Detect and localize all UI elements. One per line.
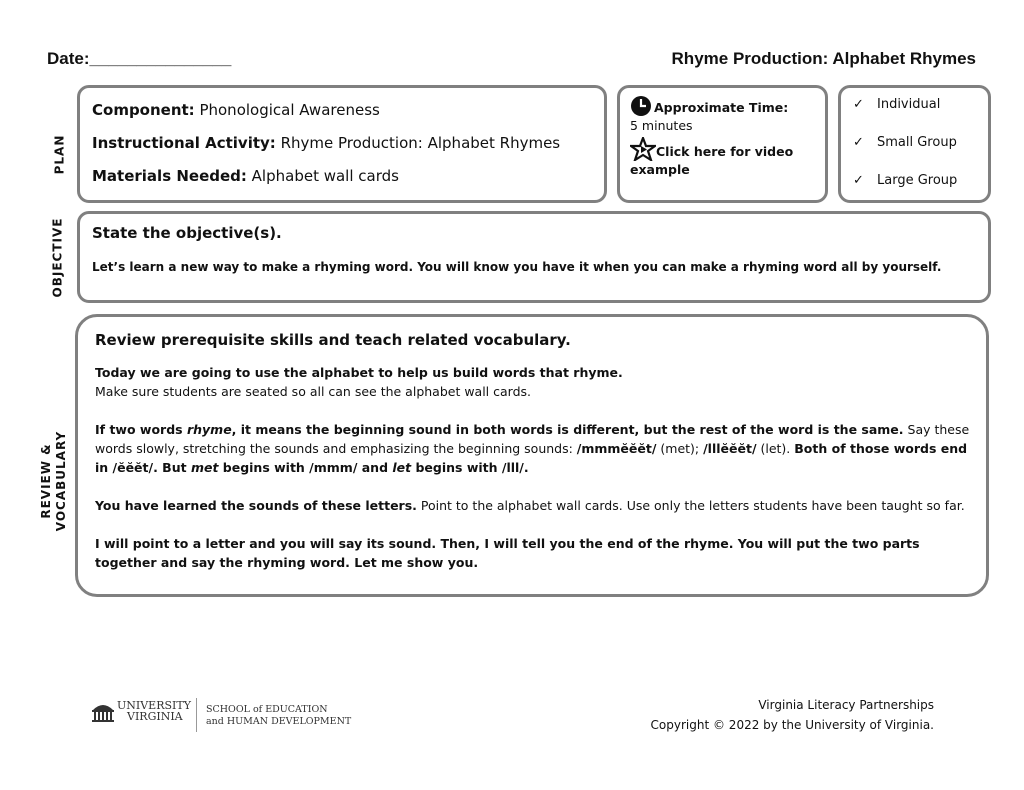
- review-p2: [95, 420, 973, 477]
- review-p3: [95, 496, 973, 515]
- review-p4: I will point to a letter and you will say its sound. Then, I will tell you the end of the rhyme. You will put the two parts together and say the rhyming word. Let me show you.: [95, 536, 920, 570]
- activity-line: [92, 127, 560, 160]
- time-box: [617, 85, 828, 203]
- p2-let-sound: /lllĕĕĕt/: [703, 441, 757, 456]
- objective-heading: State the objective(s).: [92, 224, 282, 242]
- school-line2: and HUMAN DEVELOPMENT: [206, 716, 352, 727]
- p2-h: (let).: [756, 441, 795, 456]
- uva-line2: VIRGINIA: [127, 710, 183, 723]
- p2-rhyme-term: rhyme: [186, 422, 232, 437]
- p3-text: Point to the alphabet wall cards. Use only the letters students have been taught so far.: [416, 498, 965, 513]
- footer-credit: [651, 695, 934, 735]
- logo-divider: [196, 698, 197, 732]
- component-label: Component:: [92, 101, 195, 119]
- grouping-item-individual: [853, 96, 957, 114]
- video-link-line2[interactable]: example: [630, 162, 690, 177]
- review-side-label: [39, 426, 71, 536]
- review-side-label-line1: REVIEW &: [39, 443, 53, 519]
- review-heading: Review prerequisite skills and teach related vocabulary.: [95, 331, 571, 349]
- activity-label: Instructional Activity:: [92, 134, 276, 152]
- p2-i: Both of those words end in /ĕĕĕt/. But: [95, 441, 968, 475]
- time-label: Approximate Time:: [654, 100, 789, 115]
- component-value: Phonological Awareness: [194, 101, 380, 119]
- grouping-item-label: Large Group: [877, 173, 958, 188]
- objective-side-label: OBJECTIVE: [50, 217, 65, 298]
- rotunda-icon: [91, 700, 115, 722]
- review-p1-bold: Today we are going to use the alphabet to help us build words that rhyme.: [95, 365, 623, 380]
- footer-partner: Virginia Literacy Partnerships: [758, 698, 934, 712]
- school-line1: SCHOOL of EDUCATION: [206, 704, 328, 715]
- review-p1-text: Make sure students are seated so all can see the alphabet wall cards.: [95, 384, 532, 399]
- uva-logo: [91, 700, 191, 722]
- p2-c: , it means the beginning sound in both words is different, but the rest of the word is the same.: [231, 422, 904, 437]
- star-play-icon: [630, 137, 656, 161]
- video-link[interactable]: [630, 137, 820, 161]
- p2-m: begins with /lll/.: [411, 460, 529, 475]
- plan-side-label: PLAN: [52, 134, 67, 175]
- component-line: [92, 94, 560, 127]
- check-icon: ✓: [853, 173, 864, 188]
- grouping-item-small-group: [853, 134, 957, 152]
- date-field-label: Date:_______________: [47, 49, 232, 68]
- school-logo: [206, 704, 351, 728]
- grouping-item-label: Small Group: [877, 135, 957, 150]
- footer-copyright: Copyright © 2022 by the University of Virginia.: [650, 718, 934, 732]
- check-icon: ✓: [853, 97, 864, 112]
- clock-icon: [630, 95, 652, 117]
- p2-met-sound: /mmmĕĕĕt/: [576, 441, 657, 456]
- materials-line: [92, 160, 560, 193]
- grouping-box: [838, 85, 991, 203]
- p2-d: Say these words slowly, stretching the sounds and emphasizing the beginning sounds:: [95, 422, 970, 456]
- materials-value: Alphabet wall cards: [246, 167, 399, 185]
- p2-f: (met);: [656, 441, 704, 456]
- p2-met-word: met: [190, 460, 219, 475]
- activity-value: Rhyme Production: Alphabet Rhymes: [275, 134, 561, 152]
- review-side-label-line2: VOCABULARY: [54, 430, 68, 532]
- grouping-item-large-group: [853, 172, 957, 190]
- time-value: 5 minutes: [630, 118, 693, 133]
- page-title: Rhyme Production: Alphabet Rhymes: [671, 49, 976, 68]
- p2-k: begins with /mmm/ and: [218, 460, 393, 475]
- uva-line1: UNIVERSITY: [117, 699, 191, 712]
- materials-label: Materials Needed:: [92, 167, 247, 185]
- p2-a: If two words: [95, 422, 187, 437]
- check-icon: ✓: [853, 135, 864, 150]
- time-row: [630, 95, 820, 117]
- p3-bold: You have learned the sounds of these letters.: [95, 498, 417, 513]
- objective-text: Let’s learn a new way to make a rhyming word. You will know you have it when you can make a rhyming word all by yourself.: [92, 260, 942, 274]
- objective-box: [77, 211, 991, 303]
- review-box: [75, 314, 989, 597]
- video-link-line1: Click here for video: [656, 144, 794, 159]
- p2-let-word: let: [392, 460, 412, 475]
- grouping-item-label: Individual: [877, 97, 941, 112]
- plan-box: [77, 85, 607, 203]
